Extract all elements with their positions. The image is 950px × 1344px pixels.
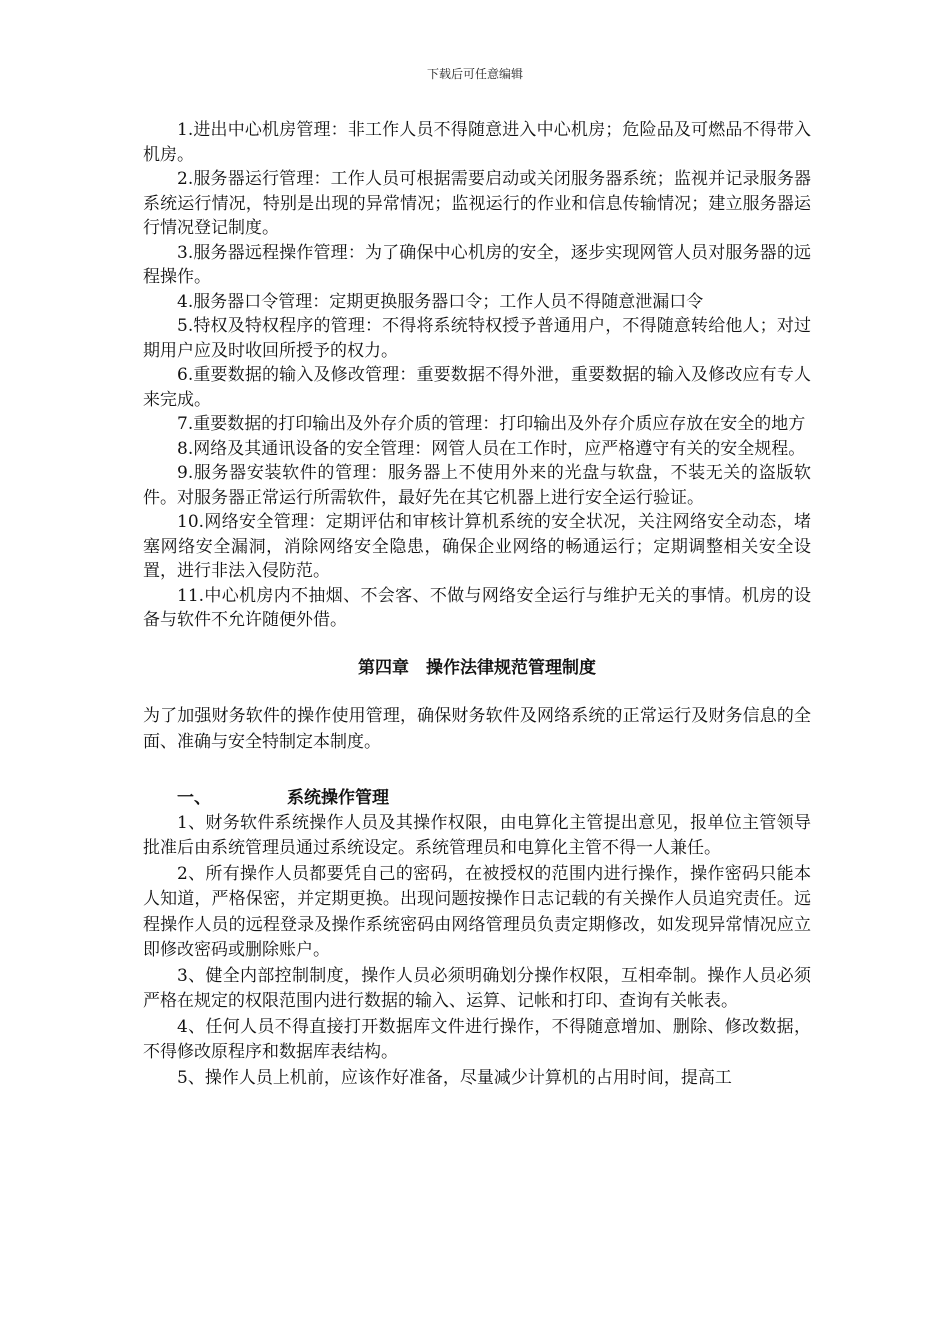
rule-paragraph: 2.服务器运行管理：工作人员可根据需要启动或关闭服务器系统；监视并记录服务器系统运行情况，特别是出现的异常情况；监视运行的作业和信息传输情况；建立服务器运行情况登记制度。 <box>143 169 811 238</box>
chapter-title: 第四章 操作法律规范管理制度 <box>358 657 596 678</box>
rule-paragraph: 7.重要数据的打印输出及外存介质的管理：打印输出及外存介质应存放在安全的地方 <box>177 414 806 434</box>
rule-paragraph: 10.网络安全管理：定期评估和审核计算机系统的安全状况，关注网络安全动态，堵塞网络安全漏洞，消除网络安全隐患，确保企业网络的畅通运行；定期调整相关安全设置，进行非法入侵防范。 <box>143 512 811 581</box>
rule-paragraph: 9.服务器安装软件的管理：服务器上不使用外来的光盘与软盘，不装无关的盗版软件。对服务器正常运行所需软件，最好先在其它机器上进行安全运行验证。 <box>143 463 811 508</box>
rule-paragraph: 4.服务器口令管理：定期更换服务器口令；工作人员不得随意泄漏口令 <box>177 291 704 312</box>
section-paragraph: 2、所有操作人员都要凭自己的密码，在被授权的范围内进行操作，操作密码只能本人知道，严格保密，并定期更换。出现问题按操作日志记载的有关操作人员追究责任。远程操作人员的远程登录及操作系统密码由网络管理员负责定期修改，如发现异常情况应立即修改密码或删除账户。 <box>143 863 811 960</box>
chapter-intro: 为了加强财务软件的操作使用管理，确保财务软件及网络系统的正常运行及财务信息的全面、准确与安全特制定本制度。 <box>143 705 811 752</box>
rule-paragraph: 8.网络及其通讯设备的安全管理：网管人员在工作时，应严格遵守有关的安全规程。 <box>177 438 806 459</box>
document-body <box>143 118 811 1091</box>
section-number: 一、 <box>177 787 211 808</box>
rule-paragraph: 5.特权及特权程序的管理：不得将系统特权授予普通用户，不得随意转给他人；对过期用户应及时收回所授予的权力。 <box>143 316 811 361</box>
section-title: 系统操作管理 <box>287 787 389 808</box>
rules-list <box>143 118 811 633</box>
section-paragraph: 4、任何人员不得直接打开数据库文件进行操作，不得随意增加、删除、修改数据，不得修改原程序和数据库表结构。 <box>143 1016 811 1062</box>
section-paragraph: 5、操作人员上机前，应该作好准备，尽量减少计算机的占用时间，提高工 <box>177 1067 732 1088</box>
page-header: 下载后可任意编辑 <box>426 67 523 81</box>
section-heading <box>143 785 811 811</box>
rule-paragraph: 11.中心机房内不抽烟、不会客、不做与网络安全运行与维护无关的事情。机房的设备与软件不允许随便外借。 <box>143 585 811 630</box>
section-paragraphs <box>143 811 811 1092</box>
rule-paragraph: 6.重要数据的输入及修改管理：重要数据不得外泄，重要数据的输入及修改应有专人来完成。 <box>143 365 811 410</box>
rule-paragraph: 1.进出中心机房管理：非工作人员不得随意进入中心机房；危险品及可燃品不得带入机房。 <box>143 120 811 165</box>
rule-paragraph: 3.服务器远程操作管理：为了确保中心机房的安全，逐步实现网管人员对服务器的远程操作。 <box>143 242 811 287</box>
section-paragraph: 1、财务软件系统操作人员及其操作权限，由电算化主管提出意见，报单位主管领导批准后由系统管理员通过系统设定。系统管理员和电算化主管不得一人兼任。 <box>143 812 811 858</box>
section-paragraph: 3、健全内部控制制度，操作人员必须明确划分操作权限，互相牵制。操作人员必须严格在规定的权限范围内进行数据的输入、运算、记帐和打印、查询有关帐表。 <box>143 965 811 1011</box>
